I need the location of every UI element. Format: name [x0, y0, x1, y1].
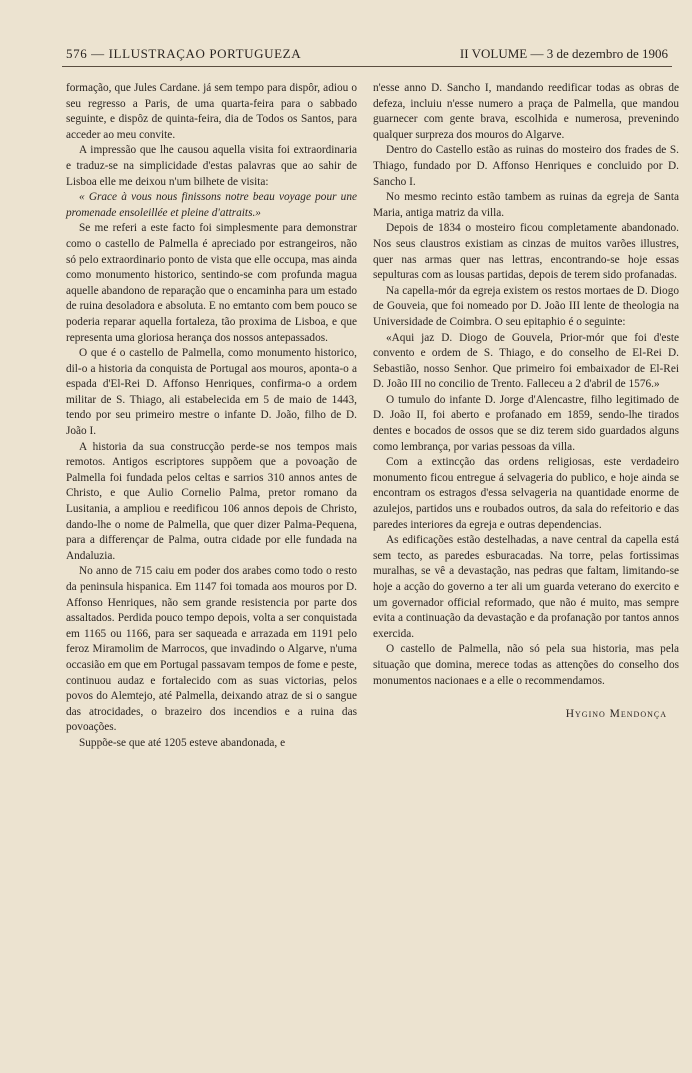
paragraph: formação, que Jules Cardane. já sem tempo para dispôr, adiou o seu regresso a Paris, de uma quarta-feira para o sabbado seguinte, e dispôz de quinta-feira, dia de Todos os Santos, para acceder ao meu convite. [66, 82, 357, 141]
paragraph: Depois de 1834 o mosteiro ficou completamente abandonado. Nos seus claustros existiam as cinzas de muitos varões illustres, quer nas armas quer nas lettras, encontrando-se hoje essas sepulturas com as lousas partidas, depois de terem sido profanadas. [373, 222, 679, 282]
epitaph: «Aqui jaz D. Diogo de Gouvela, Prior-mór que foi d'este convento e ordem de S. Thiago, e do conselho de El-Rei D. Sebastião, nosso Senhor. Que primeiro foi embaixador de El-Rei D. João III no concilio de Trento. Falleceu a 2 d'abril de 1576.» [373, 331, 679, 391]
paragraph: A impressão que lhe causou aquella visita foi extraordinaria e traduz-se na simplicidade d'estas palavras que ao sahir de Lisboa elle me deixou n'um bilhete de visita: [66, 144, 357, 188]
paragraph: No mesmo recinto estão tambem as ruinas da egreja de Santa Maria, antiga matriz da villa. [373, 191, 679, 219]
right-column [373, 81, 679, 723]
paragraph: Na capella-mór da egreja existem os restos mortaes de D. Diogo de Gouveia, que foi nomeado por D. João III lente de theologia na Universidade de Coimbra. O seu epitaphio é o seguinte: [373, 284, 679, 328]
paragraph: O que é o castello de Palmella, como monumento historico, dil-o a historia da conquista de Portugal aos mouros, aponta-o a espada d'El-Rei D. Affonso Henriques, confirma-o a ordem militar de S. Thiago, ali estabelecida em 5 de maio de 1443, tendo por seu primeiro mestre o infante D. João, filho de D. João I. [66, 347, 357, 438]
paragraph: Dentro do Castello estão as ruinas do mosteiro dos frades de S. Thiago, fundado por D. Affonso Henriques e concluido por D. Sancho I. [373, 144, 679, 188]
paragraph: O tumulo do infante D. Jorge d'Alencastre, filho legitimado de D. João II, foi aberto e profanado em 1859, sendo-lhe tirados dentes e bocados de ossos que se diz terem sido guardados alguns como lembrança, por varias pessoas da villa. [373, 393, 679, 453]
paragraph: A historia da sua construcção perde-se nos tempos mais remotos. Antigos escriptores suppõem que a povoação de Palmella foi fundada pelos celtas e sarrios 310 annos antes de Christo, e que Aulio Cornelio Palma, pretor romano da Lusitania, a ampliou e reedificou 106 annos depois de Christo, dando-lhe o nome de Palmella, que quer dizer Palma-Pequena, para a differençar de Palma, outra cidade por elle fundada na Andaluzia. [66, 440, 357, 562]
page-header-right: II VOLUME — 3 de dezembro de 1906 [459, 46, 668, 61]
header-rule [62, 66, 672, 67]
french-quote: « Grace à vous nous finissons notre beau voyage pour une promenade ensoleillée et pleine d'attraits.» [66, 191, 357, 219]
paragraph: No anno de 715 caiu em poder dos arabes como todo o resto da peninsula hispanica. Em 1147 foi tomada aos mouros por D. Affonso Henriques, não sem grande resistencia por parte dos assaltados. Perdida pouco tempo depois, volta a ser conquistada em 1165 ou 1166, para ser saqueada e arrazada em 1191 pelo feroz Miramolim de Marrocos, que invadindo o Algarve, n'uma occasião em que em Portugal passavam tempos de fome e peste, continuou audaz e fortalecido com as suas victorias, pelos povos do Alemtejo, até Palmella, deixando atraz de si o sangue das atrocidades, o brazeiro dos incendios e a ruina das povoações. [66, 565, 357, 734]
paragraph: As edificações estão destelhadas, a nave central da capella está sem tecto, as paredes esburacadas. Na torre, pelas fortissimas muralhas, se vê a devastação, nas pedras que faltam, limitando-se hoje a acção do governo a ter ali um guarda veterano do exercito e um governador official reformado, que não é muito, mas sempre evita a continuação da devastação e da profanação por tantos annos exercida. [373, 534, 679, 640]
paragraph: Se me referi a este facto foi simplesmente para demonstrar como o castello de Palmella é apreciado por estrangeiros, não só pelo extraordinario ponto de vista que elle occupa, mas ainda como monumento historico, sentindo-se com profunda magua aquelle abandono de reparação que o encaminha para um estado de ruina desoladora e absoluta. E no emtanto com bem pouco se poderia reparar aquella fortaleza, tão proxima de Lisboa, e que representa uma gloriosa herança dos nossos antepassados. [66, 222, 357, 344]
paragraph: Com a extincção das ordens religiosas, este verdadeiro monumento ficou entregue á selvageria do publico, e hoje ainda se encontram os estragos d'essa selvageria na quantidade enorme de azulejos, partidos uns e roubados outros, da sala do refeitorio e das paredes interiores da egreja e outras dependencias. [373, 456, 679, 531]
author-signature: Hygino Mendonça [565, 708, 667, 721]
paragraph: O castello de Palmella, não só pela sua historia, mas pela situação que domina, merece todas as attenções do conselho dos monumentos nacionaes e a elle o recommendamos. [373, 643, 679, 687]
page-header-left: 576 — ILLUSTRAÇAO PORTUGUEZA [66, 46, 302, 61]
paragraph: Suppõe-se que até 1205 esteve abandonada, e [79, 736, 286, 749]
left-column [66, 81, 357, 752]
paragraph: n'esse anno D. Sancho I, mandando reedificar todas as obras de defeza, incluiu n'esse numero a praça de Palmella, que mandou guarnecer com gente brava, escolhida e numerosa, prevenindo qualquer surpreza dos mouros do Algarve. [373, 82, 679, 141]
